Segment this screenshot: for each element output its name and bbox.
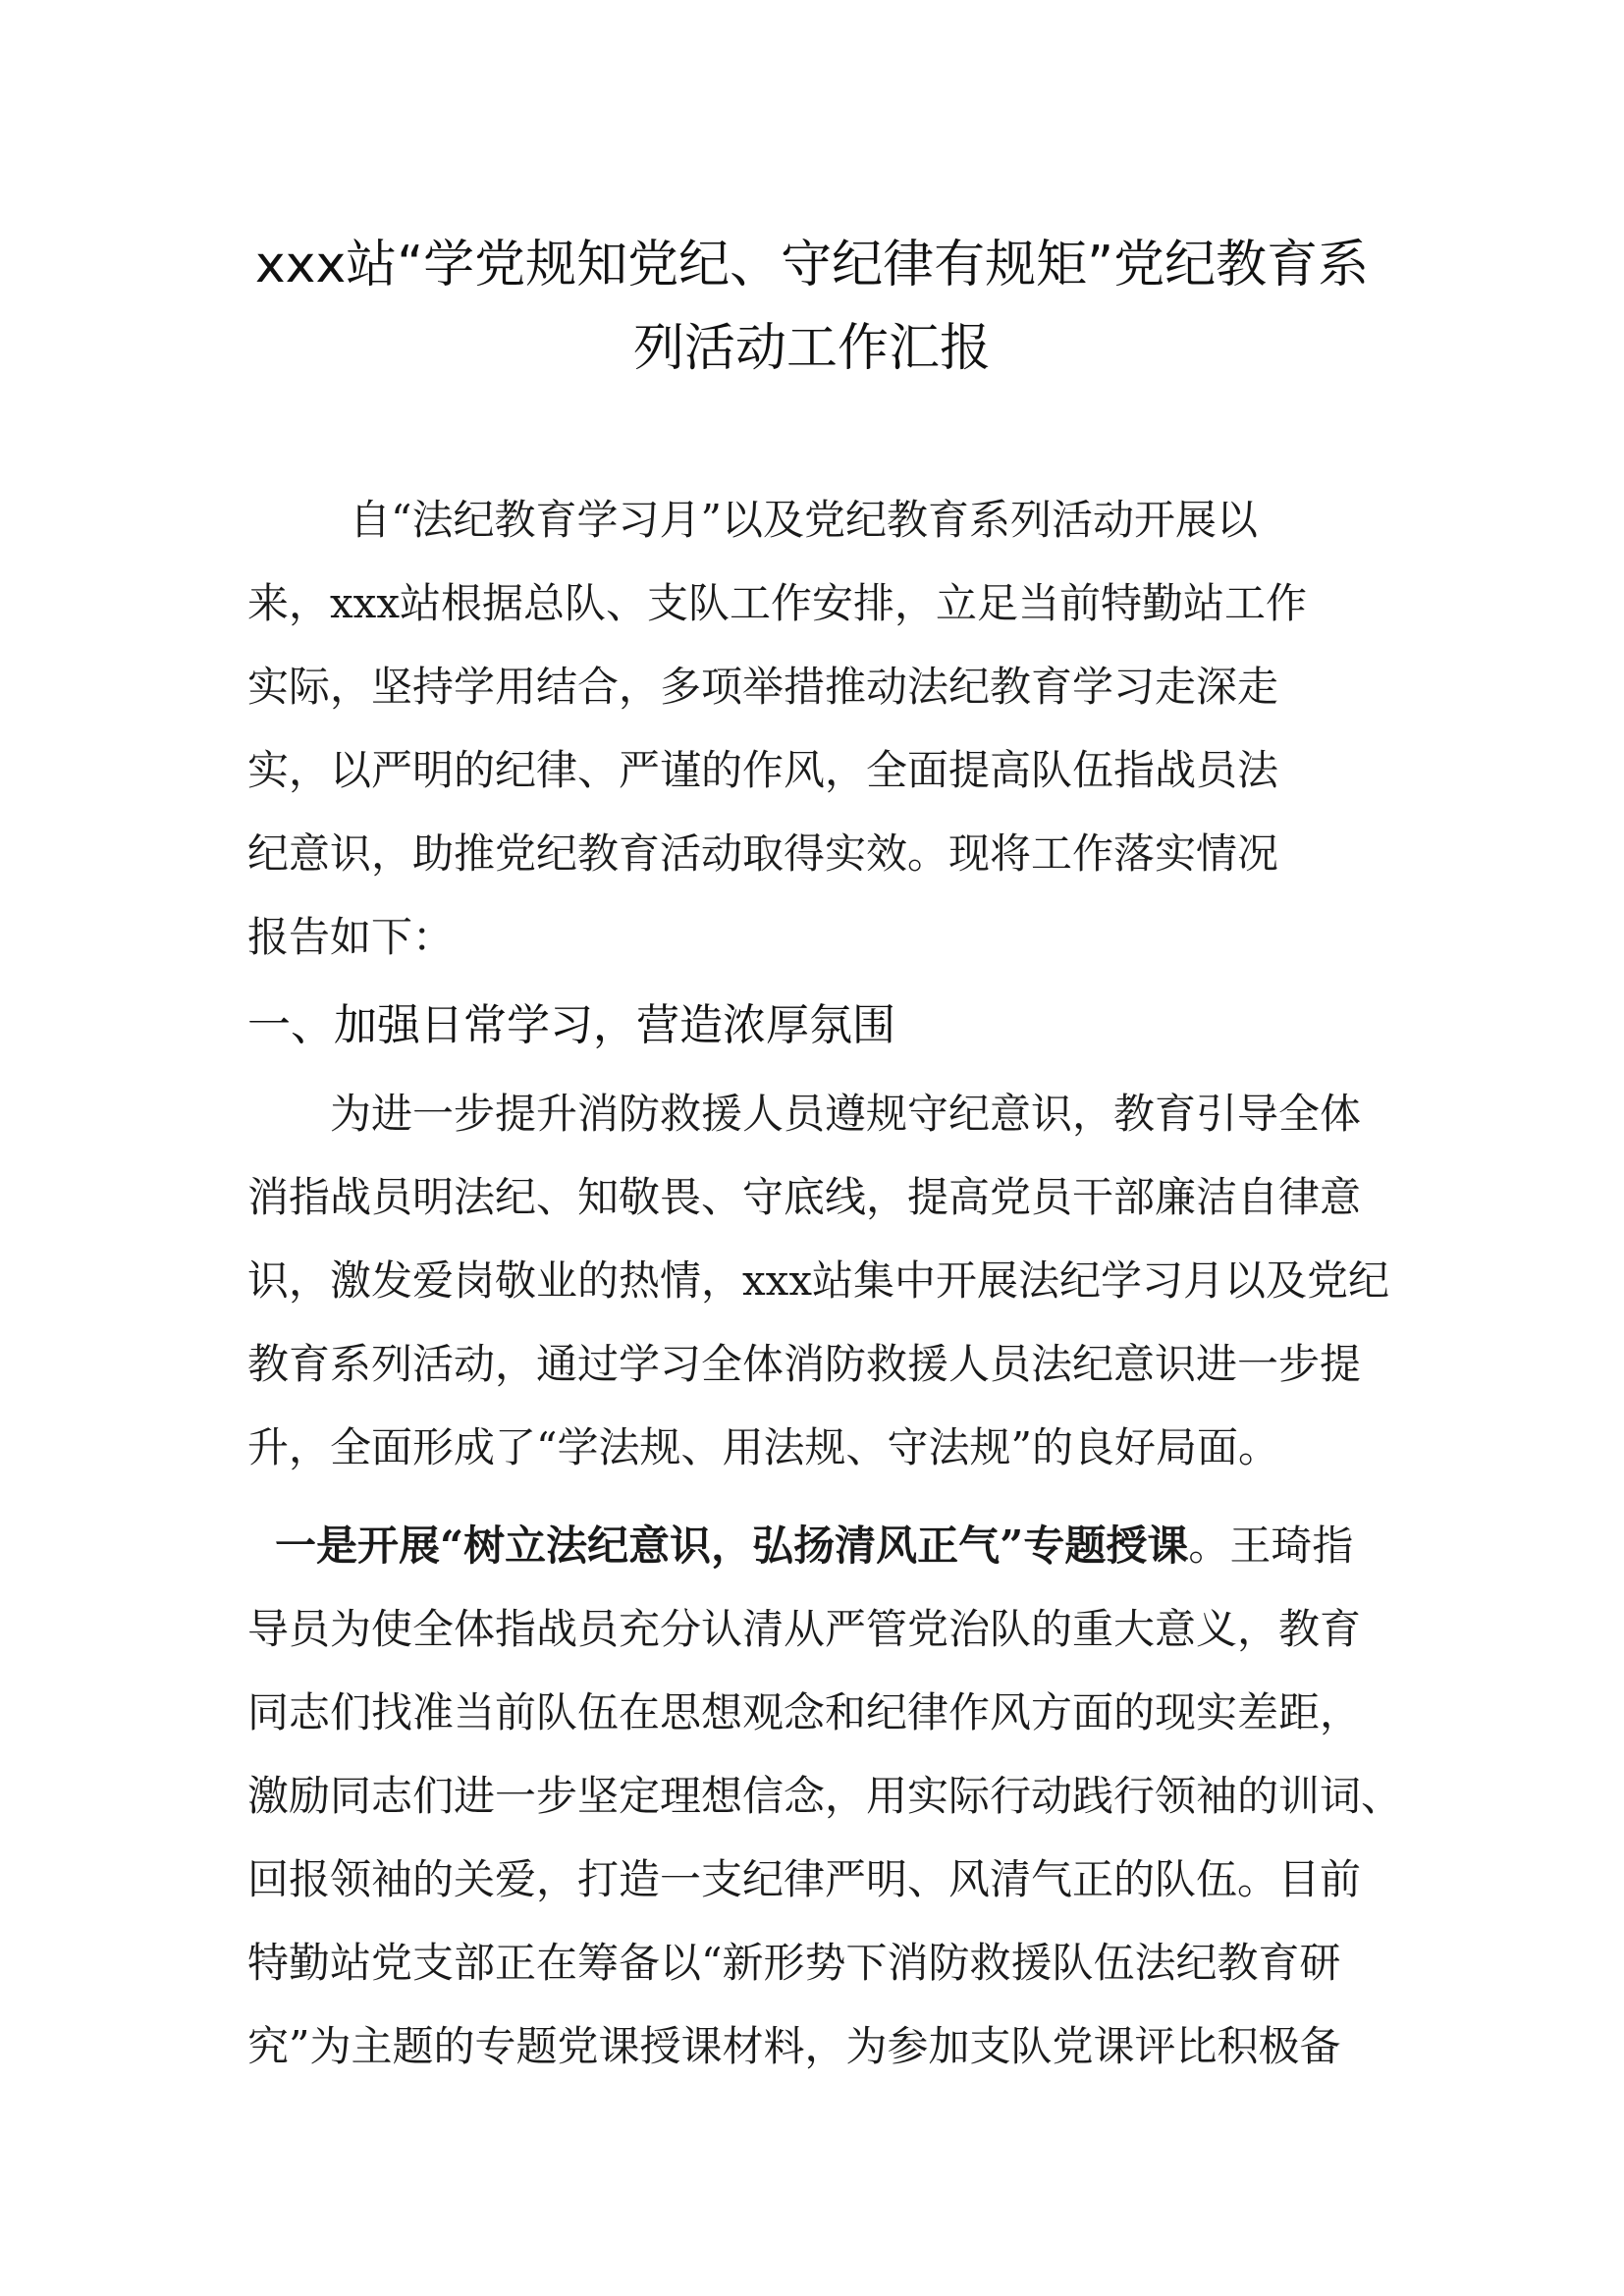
item-paragraph-line: 导员为使全体指战员充分认清从严管党治队的重大意义，教育 [247, 1605, 1362, 1653]
document-title-line-2: 列活动工作汇报 [632, 319, 991, 378]
item-paragraph-line: 究”为主题的专题党课授课材料，为参加支队党课评比积极备 [247, 2022, 1341, 2070]
intro-line: 来，xxx站根据总队、支队工作安排，立足当前特勤站工作 [247, 579, 1308, 627]
intro-line: 纪意识，助推党纪教育活动取得实效。现将工作落实情况 [247, 829, 1279, 878]
item-paragraph-line: 特勤站党支部正在筹备以“新形势下消防救援队伍法纪教育研 [247, 1939, 1341, 1987]
item-paragraph-line: 激励同志们进一步坚定理想信念，用实际行动践行领袖的训词、 [247, 1772, 1403, 1820]
item-lead-rest: 。王琦指 [1188, 1522, 1354, 1570]
document-title-line-1: xxx站“学党规知党纪、守纪律有规矩”党纪教育系 [254, 236, 1370, 294]
section-paragraph-line: 升，全面形成了“学法规、用法规、守法规”的良好局面。 [247, 1423, 1279, 1471]
item-bold-lead: 一是开展“树立法纪意识，弘扬清风正气”专题授课 [275, 1522, 1189, 1570]
item-paragraph-line: 同志们找准当前队伍在思想观念和纪律作风方面的现实差距， [247, 1688, 1362, 1736]
item-paragraph-line: 回报领袖的关爱，打造一支纪律严明、风清气正的队伍。目前 [247, 1855, 1362, 1903]
intro-line: 实，以严明的纪律、严谨的作风，全面提高队伍指战员法 [247, 746, 1279, 794]
item-paragraph-first-line [275, 1517, 1353, 1575]
section-paragraph-line: 教育系列活动，通过学习全体消防救援人员法纪意识进一步提 [247, 1340, 1362, 1388]
section-paragraph-line: 消指战员明法纪、知敬畏、守底线，提高党员干部廉洁自律意 [247, 1173, 1362, 1221]
intro-line: 自“法纪教育学习月”以及党纪教育系列活动开展以 [350, 496, 1258, 544]
section-paragraph-line: 为进一步提升消防救援人员遵规守纪意识，教育引导全体 [330, 1090, 1362, 1138]
intro-line: 实际，坚持学用结合，多项举措推动法纪教育学习走深走 [247, 663, 1279, 711]
intro-line: 报告如下： [247, 913, 455, 961]
section-heading: 一、加强日常学习，营造浓厚氛围 [247, 1000, 895, 1050]
section-paragraph-line: 识，激发爱岗敬业的热情，xxx站集中开展法纪学习月以及党纪 [247, 1256, 1390, 1305]
